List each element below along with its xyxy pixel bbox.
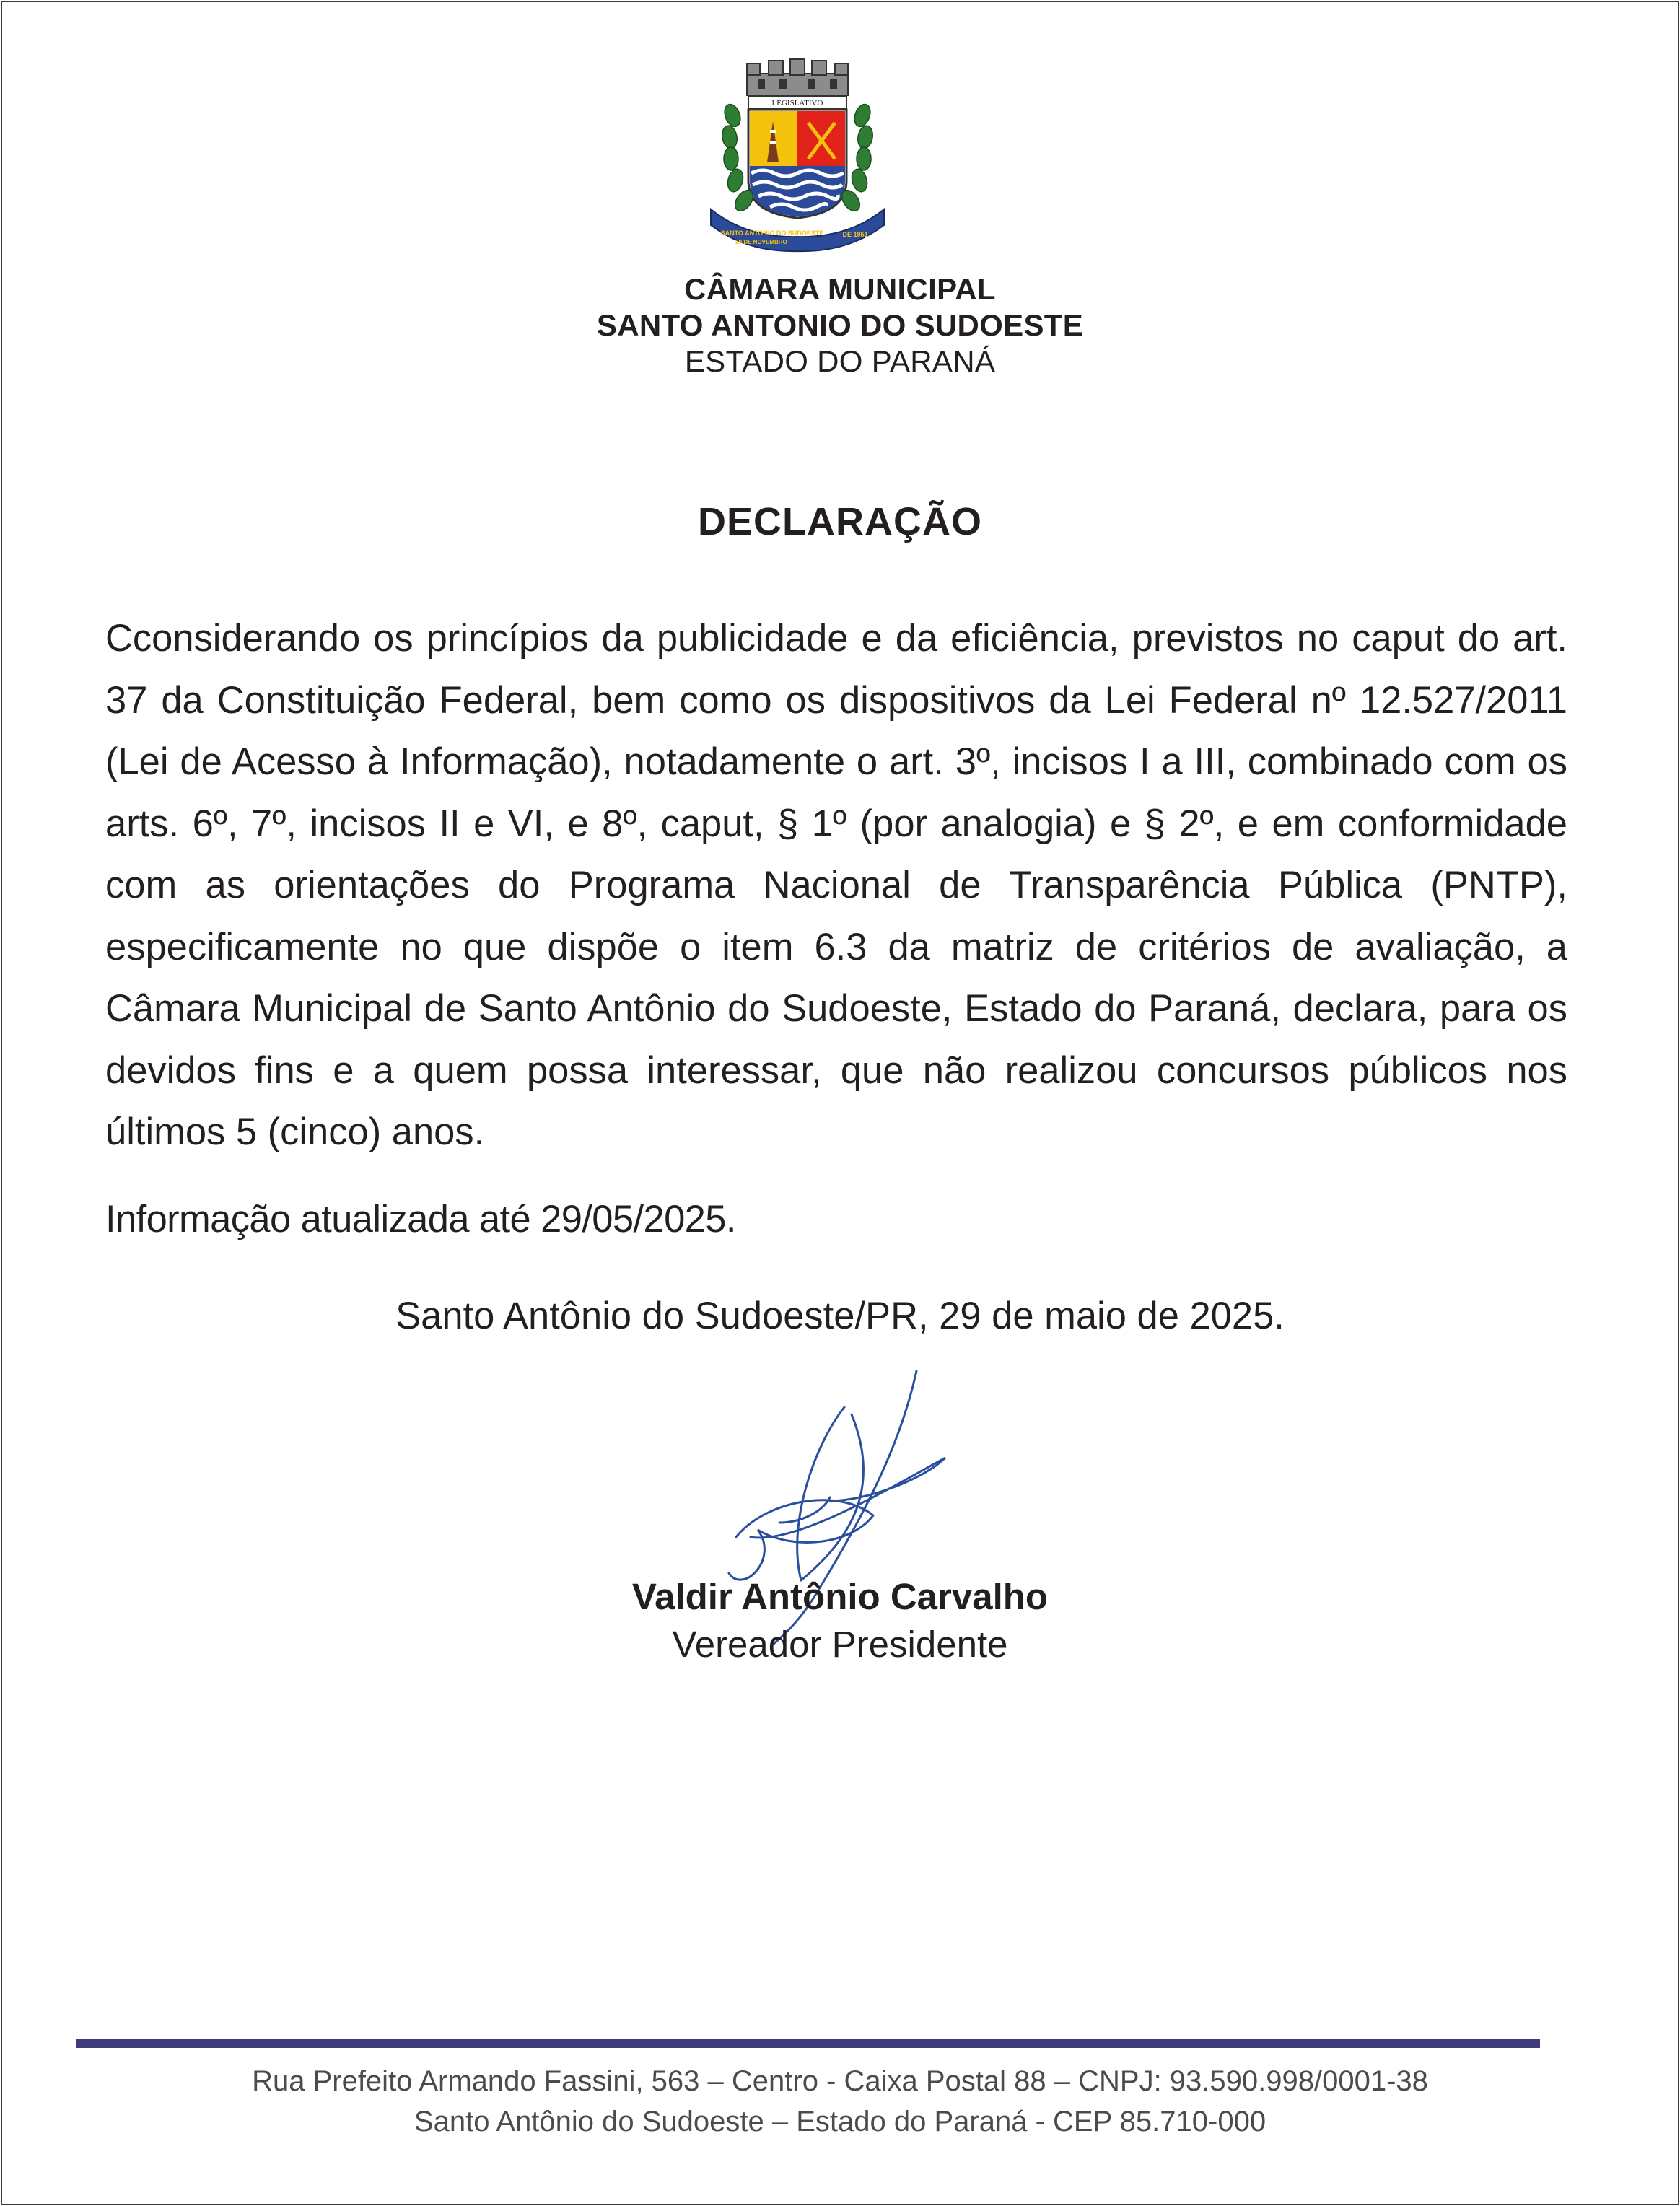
signer-role: Vereador Presidente bbox=[672, 1624, 1008, 1665]
place-and-date: Santo Antônio do Sudoeste/PR, 29 de maio de 2025. bbox=[395, 1295, 1285, 1337]
footer-divider bbox=[76, 2039, 1540, 2048]
letterhead-line-2: SANTO ANTONIO DO SUDOESTE bbox=[596, 308, 1084, 342]
letterhead-line-1: CÂMARA MUNICIPAL bbox=[684, 272, 996, 306]
footer-line-2: Santo Antônio do Sudoeste – Estado do Paraná - CEP 85.710-000 bbox=[414, 2106, 1266, 2137]
municipal-coat-of-arms bbox=[704, 58, 891, 253]
crest-ribbon-text-left: SANTO ANTONIO DO SUDOESTE bbox=[720, 229, 824, 237]
letterhead-line-3: ESTADO DO PARANÁ bbox=[684, 344, 996, 378]
crest-banner-text: LEGISLATIVO bbox=[771, 99, 823, 108]
crest-crown bbox=[747, 59, 848, 95]
footer-line-1: Rua Prefeito Armando Fassini, 563 – Centro - Caixa Postal 88 – CNPJ: 93.590.998/0001-38 bbox=[252, 2065, 1428, 2097]
crest-ribbon-text-left-2: 29 DE NOVEMBRO bbox=[735, 239, 787, 245]
document-title: DECLARAÇÃO bbox=[698, 500, 982, 543]
update-notice: Informação atualizada até 29/05/2025. bbox=[105, 1198, 736, 1240]
footer-address bbox=[0, 2061, 1680, 2142]
crest-ribbon-text-right: DE 1951 bbox=[842, 231, 868, 238]
signer-block bbox=[0, 1573, 1680, 1668]
letterhead bbox=[0, 271, 1680, 380]
signer-name: Valdir Antônio Carvalho bbox=[631, 1576, 1049, 1617]
declaration-body: Cconsiderando os princípios da publicidade e da eficiência, previstos no caput do art. 37 da Constituição Federal, bem como os dispositivos da Lei Federal nº 12.527/2011 (Lei de Acesso à Informação), notadamente o art. 3º, incisos I a III, combinado com os arts. 6º, 7º, incisos II e VI, e 8º, caput, § 1º (por analogia) e § 2º, e em conformidade com as orientações do Programa Nacional de Transparência Pública (PNTP), especificamente no que dispõe o item 6.3 da matriz de critérios de avaliação, a Câmara Municipal de Santo Antônio do Sudoeste, Estado do Paraná, declara, para os devidos fins e a quem possa interessar, que não realizou concursos públicos nos últimos 5 (cinco) anos. bbox=[105, 617, 1567, 1153]
